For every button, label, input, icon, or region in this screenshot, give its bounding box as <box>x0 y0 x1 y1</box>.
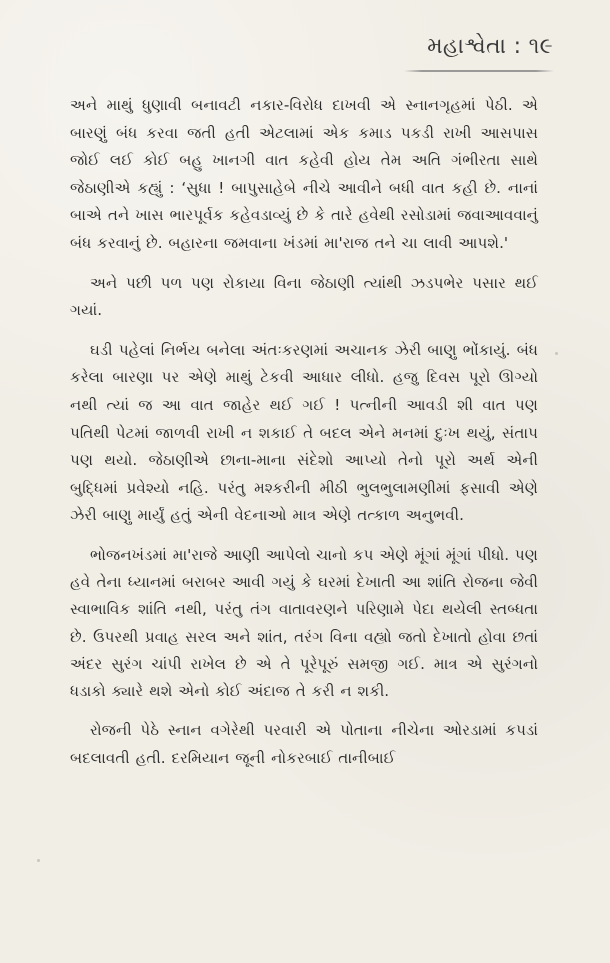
page-content <box>70 92 538 784</box>
page-header: મહાશ્વેતા : ૧૯ <box>427 34 553 59</box>
paragraph-1: અને માથું ધુણાવી બનાવટી નકાર-વિરોધ દાખવી એ સ્નાનગૃહમાં પેઠી. એ બારણું બંધ કરવા જતી હતી એટલામાં એક કમાડ પકડી રાખી આસપાસ જોઈ લઈ કોઈ બહુ ખાનગી વાત કહેવી હોય તેમ અતિ ગંભીરતા સાથે જેઠાણીએ કહ્યું : ‘સુધા ! બાપુસાહેબે નીચે આવીને બધી વાત કહી છે. નાનાં બાએ તને ખાસ ભારપૂર્વક કહેવડાવ્યું છે કે તારે હવેથી રસોડામાં જવાઆવવાનું બંધ કરવાનું છે. બહારના જમવાના ખંડમાં મા'રાજ તને ચા લાવી આપશે.' <box>70 96 538 252</box>
paragraph-4: ભોજનખંડમાં મા'રાજે આણી આપેલો ચાનો કપ એણે મૂંગાં મૂંગાં પીધો. પણ હવે તેના ધ્યાનમાં બરાબર આવી ગયું કે ઘરમાં દેખાતી આ શાંતિ રોજના જેવી સ્વાભાવિક શાંતિ નથી, પરંતુ તંગ વાતાવરણને પરિણામે પેદા થયેલી સ્તબ્ધતા છે. ઉપરથી પ્રવાહ સરલ અને શાંત, તરંગ વિના વહ્યો જતો દેખાતો હોવા છતાં અંદર સુરંગ ચાંપી રાખેલ છે એ તે પૂરેપૂરું સમજી ગઈ. માત્ર એ સુરંગનો ધડાકો ક્યારે થશે એનો કોઈ અંદાજ તે કરી ન શકી. <box>70 545 539 700</box>
paper-speck <box>555 352 558 355</box>
paragraph-2: અને પછી પળ પણ રોકાયા વિના જેઠાણી ત્યાંથી ઝડપભેર પસાર થઈ ગયાં. <box>70 273 538 320</box>
header-divider <box>404 70 554 72</box>
paper-speck <box>37 859 40 862</box>
paragraph-5: રોજની પેઠે સ્નાન વગેરેથી પરવારી એ પોતાના નીચેના ઓરડામાં કપડાં બદલાવતી હતી. દરમિયાન જૂની નોકરબાઈ તાનીબાઈ <box>70 721 538 767</box>
paragraph-3: ઘડી પહેલાં નિર્ભય બનેલા અંતઃકરણમાં અચાનક ઝેરી બાણુ ભોંકાયું. બંધ કરેલા બારણા પર એણે માથું ટેકવી આધાર લીધો. હજુ દિવસ પૂરો ઊગ્યો નથી ત્યાં જ આ વાત જાહેર થઈ ગઈ ! પત્નીની આવડી શી વાત પણ પતિથી પેટમાં જાળવી રાખી ન શકાઈ તે બદલ એને મનમાં દુઃખ થયું, સંતાપ પણ થયો. જેઠાણીએ છાના-માના સંદેશો આપ્યો તેનો પૂરો અર્થ એની બુદ્ધિમાં પ્રવેશ્યો નહિ. પરંતુ મશ્કરીની મીઠી ભુલભુલામણીમાં ફસાવી એણે ઝેરી બાણુ માર્યું હતું એની વેદનાઓ માત્ર એણે તત્કાળ અનુભવી. <box>70 340 538 525</box>
